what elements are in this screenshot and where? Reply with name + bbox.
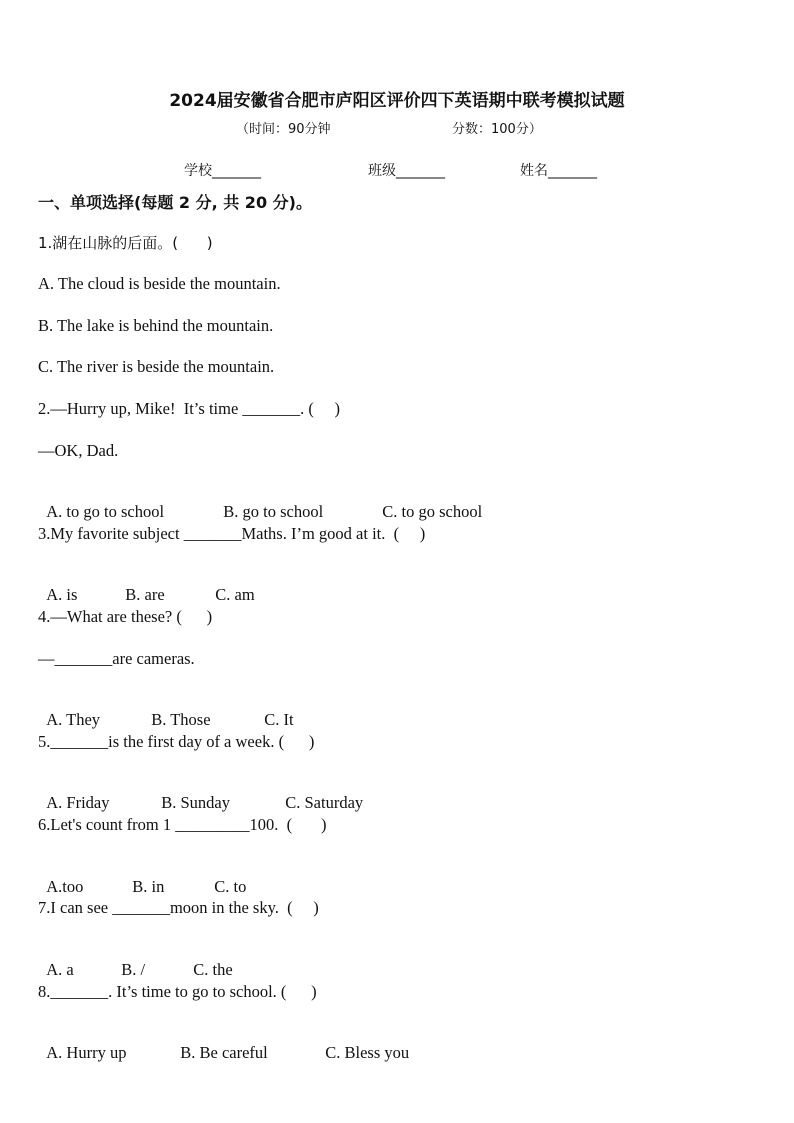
question-2-options (38, 482, 482, 522)
exam-title: 2024届安徽省合肥市庐阳区评价四下英语期中联考模拟试题 (169, 91, 625, 111)
option-b: B. go to school (223, 502, 324, 521)
option-b: B. Be careful (180, 1043, 268, 1062)
question-1: 1.湖在山脉的后面。( ) (38, 234, 213, 252)
class-field: 班级_______ (368, 163, 445, 179)
question-4: 4.—What are these? ( ) (38, 607, 213, 626)
option-b: B. are (125, 585, 165, 604)
option-a: A. Friday (46, 793, 110, 812)
option-c: C. the (193, 960, 233, 979)
question-3-options (38, 565, 255, 605)
option-a: A.too (46, 877, 84, 896)
question-2-reply: —OK, Dad. (38, 441, 119, 460)
option-c: C. to go school (382, 502, 483, 521)
question-2: 2.—Hurry up, Mike! It’s time _______. ( ) (38, 399, 341, 418)
option-c: C. to (214, 877, 247, 896)
question-5: 5._______is the first day of a week. ( ) (38, 732, 315, 751)
option-b: B. / (121, 960, 146, 979)
school-field: 学校_______ (184, 163, 261, 179)
question-7-options (38, 940, 233, 980)
question-5-options (38, 773, 363, 813)
option-c: C. Saturday (285, 793, 364, 812)
question-1-option-b: B. The lake is behind the mountain. (38, 316, 274, 335)
question-3: 3.My favorite subject _______Maths. I’m good at it. ( ) (38, 524, 426, 543)
name-field: 姓名_______ (520, 163, 597, 179)
question-6: 6.Let's count from 1 _________100. ( ) (38, 815, 327, 834)
question-4-reply: —_______are cameras. (38, 649, 195, 668)
option-c: C. It (264, 710, 294, 729)
question-6-options (38, 857, 246, 897)
question-1-option-a: A. The cloud is beside the mountain. (38, 274, 281, 293)
question-1-option-c: C. The river is beside the mountain. (38, 357, 275, 376)
option-a: A. Hurry up (46, 1043, 127, 1062)
section-heading: 一、单项选择(每题 2 分, 共 20 分)。 (38, 193, 312, 212)
option-b: B. Those (151, 710, 211, 729)
option-a: A. is (46, 585, 78, 604)
option-c: C. Bless you (325, 1043, 410, 1062)
option-a: A. a (46, 960, 74, 979)
option-b: B. in (132, 877, 165, 896)
question-8: 8._______. It’s time to go to school. ( ) (38, 982, 317, 1001)
option-a: A. They (46, 710, 101, 729)
option-b: B. Sunday (161, 793, 231, 812)
question-8-options (38, 1023, 409, 1063)
exam-score: 分数：100分） (452, 122, 542, 137)
option-a: A. to go to school (46, 502, 165, 521)
option-c: C. am (215, 585, 255, 604)
question-4-options (38, 690, 294, 730)
question-7: 7.I can see _______moon in the sky. ( ) (38, 898, 319, 917)
exam-time: （时间：90分钟 (236, 122, 331, 137)
